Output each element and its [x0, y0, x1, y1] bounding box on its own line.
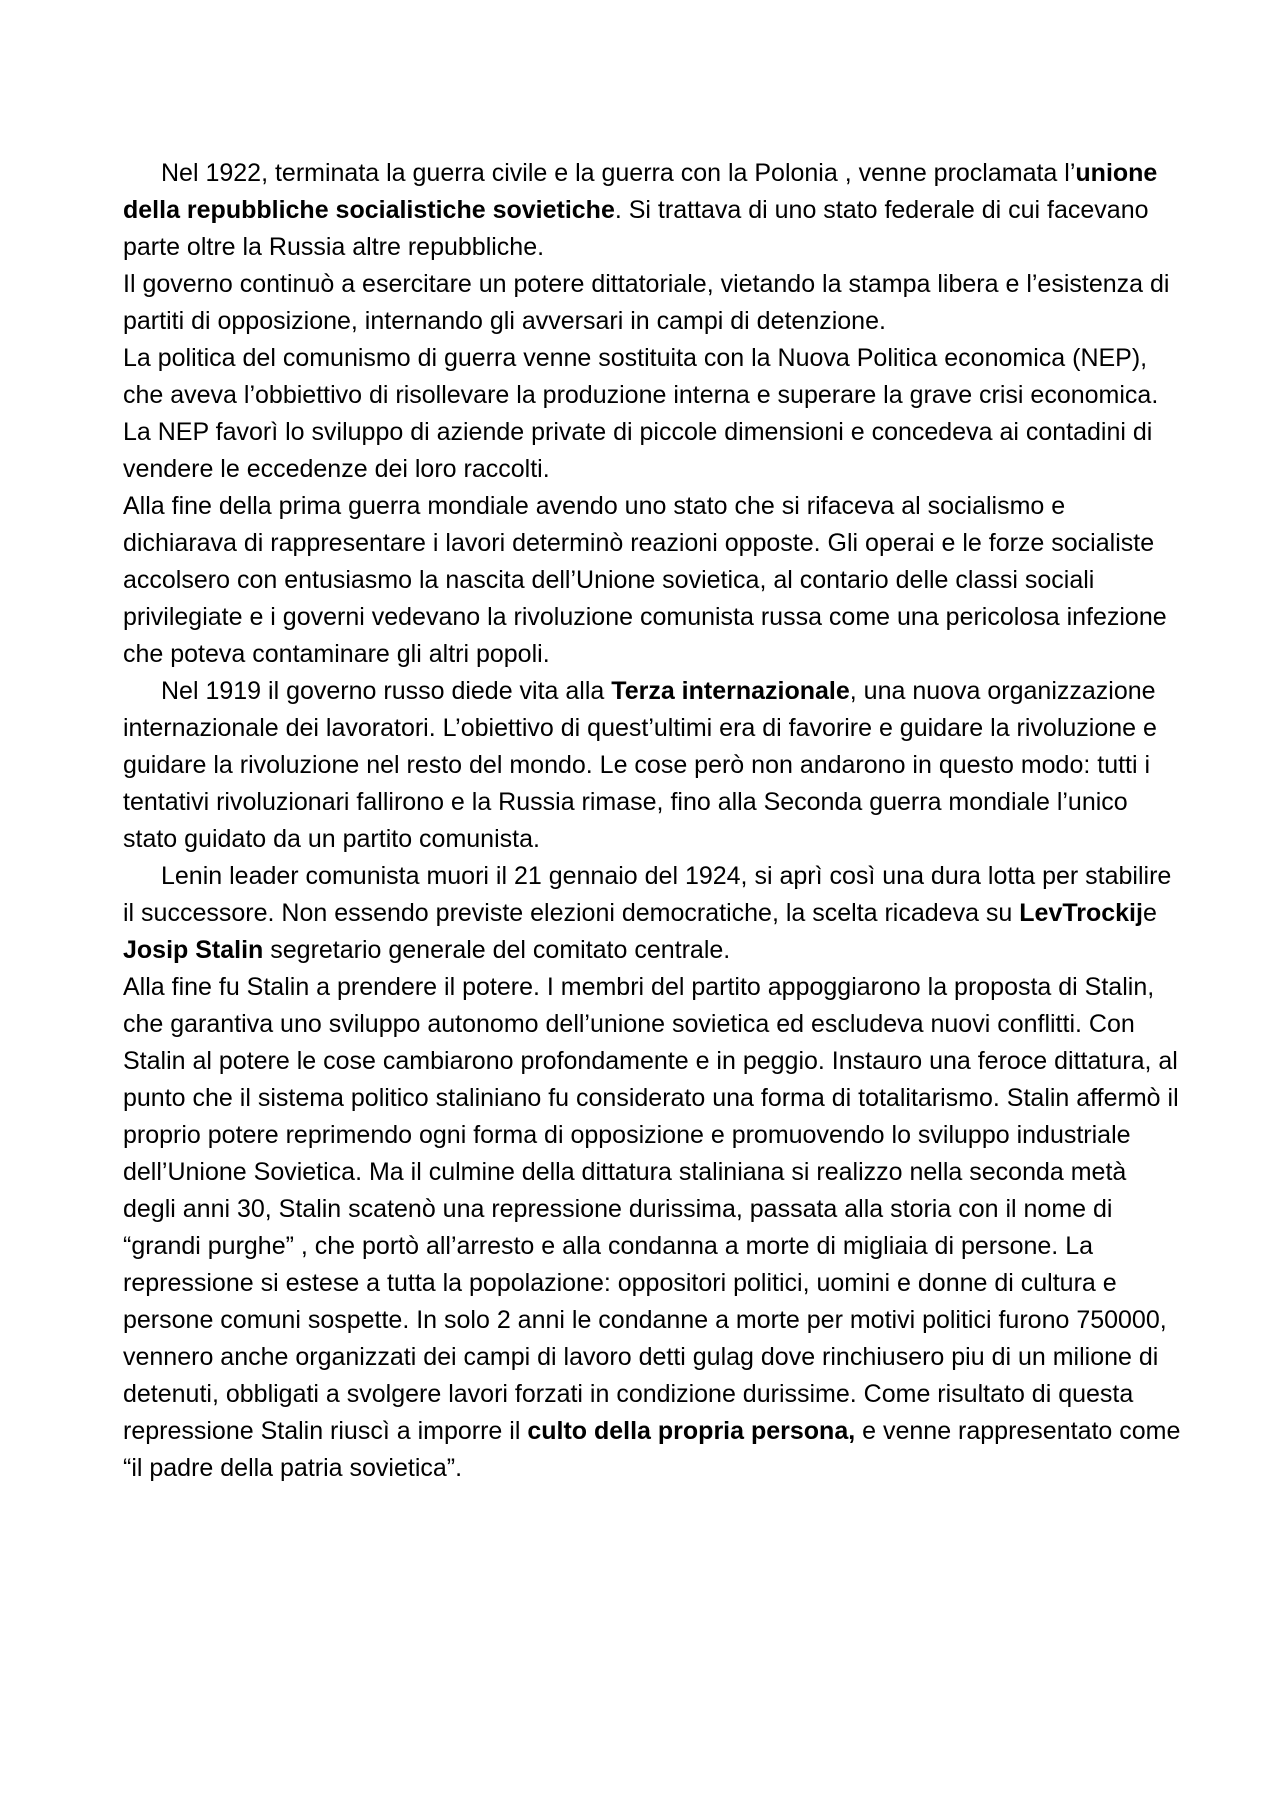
paragraph-4 — [123, 488, 1183, 673]
bold-term-culto: culto della propria persona, — [527, 1417, 856, 1445]
text-run: Alla fine fu Stalin a prendere il potere. I membri del partito appoggiarono la proposta di Stalin, che garantiva uno sviluppo autonomo dell’unione sovietica ed escludeva nuovi conflitti. Con Stalin al potere le cose cambiarono profondamente e in peggio. Instauro una feroce dittatura, al punto che il sistema politico staliniano fu considerato una forma di totalitarismo. Stalin affermò il proprio potere reprimendo ogni forma di opposizione e promuovendo lo sviluppo industriale dell’Unione Sovietica. Ma il culmine della dittatura staliniana si realizzo nella seconda metà degli anni 30, Stalin scatenò una repressione durissima, passata alla storia con il nome di “grandi purghe” , che portò all’arresto e alla condanna a morte di migliaia di persone. La repressione si estese a tutta la popolazione: oppositori politici, uomini e donne di cultura e persone comuni sospette. In solo 2 anni le condanne a morte per motivi politici furono 750000, vennero anche organizzati dei campi di lavoro detti gulag dove rinchiusero piu di un milione di detenuti, obbligati a svolgere lavori forzati in condizione durissime. Come risultato di questa repressione Stalin riuscì a imporre il — [123, 973, 1179, 1445]
text-run: Il governo continuò a esercitare un potere dittatoriale, vietando la stampa libera e l’esistenza di partiti di opposizione, internando gli avversari in campi di detenzione. — [123, 270, 1170, 335]
paragraph-2 — [123, 266, 1183, 340]
text-run: , una nuova organizzazione internazionale dei lavoratori. L’obiettivo di quest’ultimi era di favorire e guidare la rivoluzione e guidare la rivoluzione nel resto del mondo. Le cose però non andarono in questo modo: tutti i tentativi rivoluzionari fallirono e la Russia rimase, fino alla Seconda guerra mondiale l’unico stato guidato da un partito comunista. — [123, 677, 1157, 853]
paragraph-7 — [123, 969, 1183, 1487]
bold-term-stalin: Josip Stalin — [123, 936, 264, 964]
text-run: e — [1142, 899, 1157, 927]
bold-term-trockij: LevTrockij — [1019, 899, 1143, 927]
text-run: La politica del comunismo di guerra venne sostituita con la Nuova Politica economica (NEP), che aveva l’obbiettivo di risollevare la produzione interna e superare la grave crisi economica. La NEP favorì lo sviluppo di aziende private di piccole dimensioni e concedeva ai contadini di vendere le eccedenze dei loro raccolti. — [123, 344, 1159, 483]
paragraph-1 — [123, 155, 1183, 266]
text-run: e venne rappresentato come “il padre della patria sovietica”. — [123, 1417, 1181, 1482]
document-body — [123, 155, 1183, 1487]
text-run: Nel 1919 il governo russo diede vita alla — [161, 677, 612, 705]
bold-term-ussr: unione della repubbliche socialistiche sovietiche — [123, 159, 1158, 224]
text-run: segretario generale del comitato centrale. — [263, 936, 731, 964]
paragraph-6 — [123, 858, 1183, 969]
text-run: . Si trattava di uno stato federale di cui facevano parte oltre la Russia altre repubbliche. — [123, 196, 1149, 261]
paragraph-3 — [123, 340, 1183, 488]
text-run: Lenin leader comunista muori il 21 gennaio del 1924, si aprì così una dura lotta per stabilire il successore. Non essendo previste elezioni democratiche, la scelta ricadeva su — [123, 862, 1172, 927]
text-run: Alla fine della prima guerra mondiale avendo uno stato che si rifaceva al socialismo e dichiarava di rappresentare i lavori determinò reazioni opposte. Gli operai e le forze socialiste accolsero con entusiasmo la nascita dell’Unione sovietica, al contario delle classi sociali privilegiate e i governi vedevano la rivoluzione comunista russa come una pericolosa infezione che poteva contaminare gli altri popoli. — [123, 492, 1167, 668]
text-run: Nel 1922, terminata la guerra civile e la guerra con la Polonia , venne proclamata l’ — [161, 159, 1076, 187]
paragraph-5 — [123, 673, 1183, 858]
bold-term-terza-internazionale: Terza internazionale — [611, 677, 850, 705]
